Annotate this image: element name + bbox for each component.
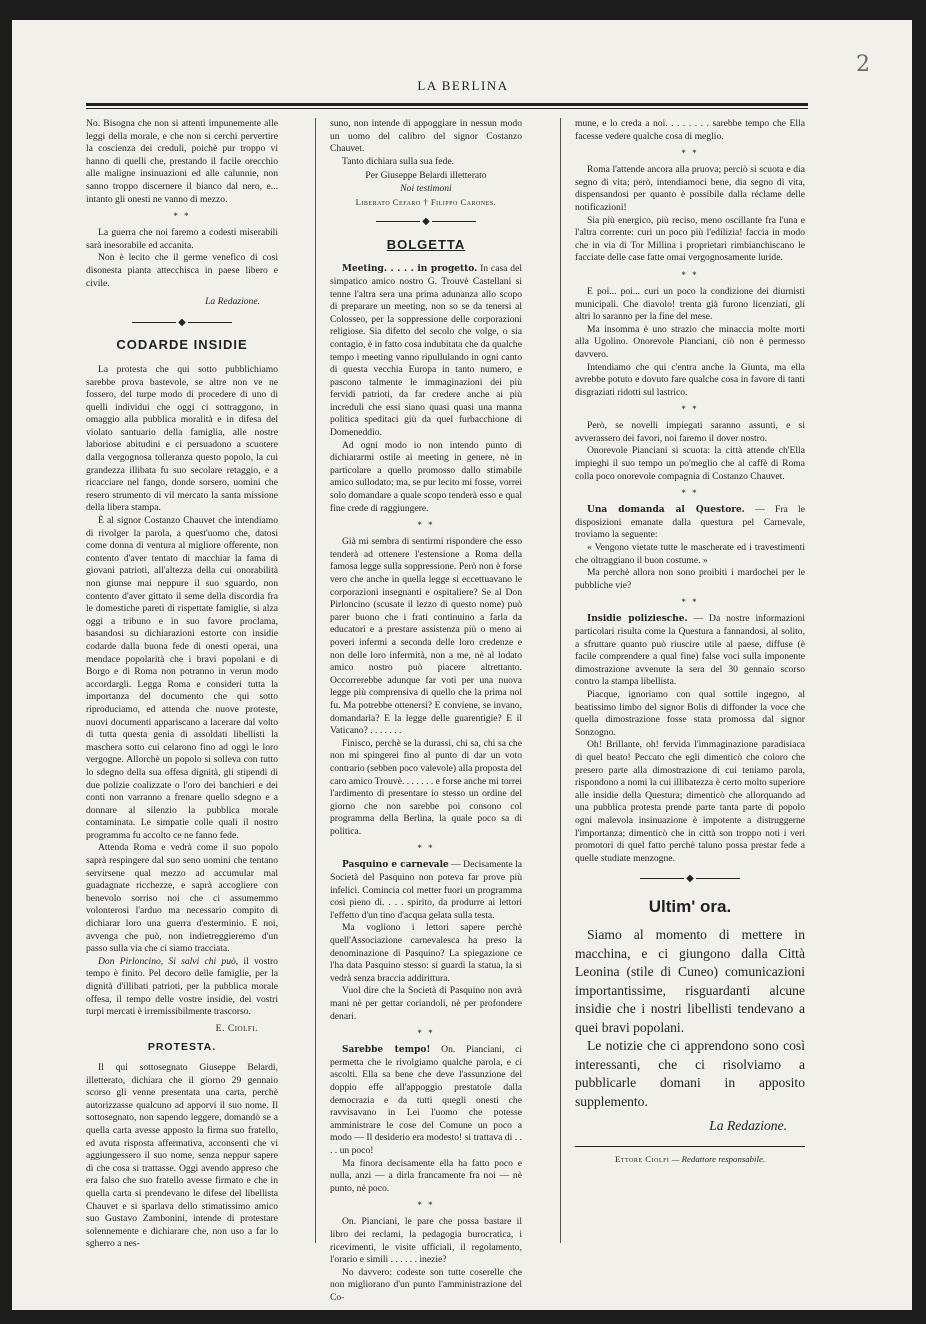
signature	[330, 183, 522, 196]
paragraph: È al signor Costanzo Chauvet che intendiamo di rivolger la parola, a quest'uomo che, datosi come donna di ventura al migliore offerente, non contento d'aver tentato di macchiar la fama di giovani patrioti, all'altezza della cui onorabilità non giunse mai neppure il suo sguardo, non contento d'aver gittato il seme della discordia fra le domestiche pareti di rispettate famiglie, si alza oggi a tribuno e in suo favore proclama, basandosi su dichiarazioni estorte con insidie codarde dalla buona fede di onesti operai, una mendace popolarità che i bravi popolani e di Borgo e di Roma non potranno in verun modo accordargli. Legga Roma e consideri tutta la importanza del documento che qui sotto riproduciamo, ed attenda che nuove proteste, nuovi documenti appariscano a lacerare dal volto di tutta questa genia di assoldati libellisti la maschera sotto cui celarono fino ad oggi le loro vergogne. Allorchè un popolo si solleva con tutto lo sdegno della sua offesa dignità, gli stipendi di due polizie coalizzate o l'oro dei banchieri e dei conti non varranno a frenare quello sdegno e a donnare al silenzio la pubblica morale contaminata. Le simpatie colle quali il nostro programma fu accolto ce ne fanno fede.	[86, 515, 278, 841]
paragraph: Roma l'attende ancora alla pruova; perciò si scuota e dia segno di vita; però, intendiamoci bene, dia segno di vita, dispensandosi per quanto è possibile dalla réclame delle notificazioni!	[575, 164, 805, 213]
asterism: * *	[417, 1200, 435, 1211]
article-title: PROTESTA.	[147, 1041, 217, 1054]
paragraph: Già mi sembra di sentirmi rispondere che esso tenderà ad ottenere l'estensione a Roma della famosa legge sulla soppressione. Però non è forse vero che anche in quella legge si eccettuavano le corporazioni insegnanti e ospitaliere? Se al Don Pirloncino (scusate il lezzo di questo nome) può parer buono che i frati continuino a farla da educatori e a prestare assistenza più o meno ai poveri infermi a seconda delle loro credenze e non delle loro infermità, non a me, nè al lodato amico nostro può piacere altrettanto. Occorrerebbe adunque far voti per una nuova legge più comprensiva di quello che la prima nol fu. Ma potrebbe ottenersi? E conviene, se invano, domandarla? E la legge delle guarentigie? E il Vaticano? . . . . . . .	[330, 536, 522, 737]
editor-role: — Redattore responsabile.	[669, 1153, 766, 1164]
column-3	[575, 118, 805, 1165]
asterism: * *	[681, 488, 699, 499]
asterism: * *	[681, 269, 699, 280]
italic-text: Noi testimoni	[400, 182, 452, 194]
paragraph	[330, 859, 522, 922]
paragraph	[575, 613, 805, 689]
asterism: * *	[417, 843, 435, 854]
column-1	[86, 118, 278, 1251]
column-divider	[315, 118, 316, 1243]
paragraph: mune, e lo creda a noi. . . . . . . . sarebbe tempo che Ella facesse vedere qualche cosa di meglio.	[575, 118, 805, 142]
paragraph: Le notizie che ci apprendono sono così interessanti, che ci risolviamo a pubblicarle domani in apposito supplemento.	[575, 1038, 805, 1109]
paragraph: Oh! Brillante, oh! fervida l'immaginazione paradisiaca di quel beato! Peccato che egli dimenticò che coloro che presero parte alla dimostrazione di cui teniamo parola, rispondono a nomi la cui illibatezza è certo molto superiore alle insidie della Questura; dimenticò che allorquando ad una pubblica protesta prende parte tanta parte di popolo ogni malevola insinuazione è impotente a distruggerne l'importanza; dimenticò che in città son troppo noti i veri promotori di quel fatto perchè taluno possa prestar fede a quelle studiate menzogne.	[575, 739, 805, 864]
section-title: BOLGETTA	[386, 236, 466, 252]
paragraph: Intendiamo che qui c'entra anche la Giunta, ma ella avrebbe potuto e dovuto fare qualche cosa in favore di tanti disgraziati ridotti sul lastrico.	[575, 361, 805, 398]
paragraph: Ma vogliono i lettori sapere perchè quell'Associazione carnevalesca ha preso la denominazione di Pasquino? La spiegazione ce l'ha data Pasquino stesso: si guardi la statua, la si vedrà senza braccia addirittura.	[330, 922, 522, 984]
item-heading: Pasquino e carnevale	[342, 860, 449, 871]
column-2	[330, 118, 522, 1304]
paragraph: Ma insomma è uno strazio che minaccia molte morti alla Ugolino. Onorevole Pianciani, ciò non è permesso davvero.	[575, 323, 805, 360]
article-title: CODARDE INSIDIE	[116, 337, 248, 353]
paragraph: « Vengono vietate tutte le mascherate ed i travestimenti che oltraggiano il buon costume. »	[575, 542, 805, 566]
text: On. Pianciani, ci permetta che le rivolgiamo qualche parola, e ci ascolti. Ella sa bene che deve l'assunzione del doppio effe all'appoggio prestatole dalla democrazia e da tutti quegli onesti che ravvisavano in Lei l'uomo che potesse amministrare le cose del Comune un poco a modo — Il desiderio era modesto! si trattava di . . . . un poco!	[330, 1044, 522, 1156]
masthead-rule-thin	[86, 108, 808, 109]
italic-text: Don Pirloncino, Si salvi chi può,	[98, 955, 239, 967]
paragraph: Però, se novelli impiegati saranno assunti, e si avverassero dei favori, noi faremo il dover nostro.	[575, 420, 805, 444]
signature: Liberato Cefaro † Filippo Carones.	[355, 196, 497, 207]
ornament-divider: ◆	[330, 216, 522, 229]
signature: La Redazione.	[205, 296, 260, 308]
paragraph: suno, non intende di appoggiare in nessun modo un uomo del calibro del signor Costanzo Chauvet.	[330, 118, 522, 155]
paragraph: No davvero: codeste son tutte coserelle che non migliorano d'un punto l'amministrazione del Co-	[330, 1266, 522, 1303]
paragraph: On. Pianciani, le pare che possa bastare il libro dei reclami, la pedagogia burocratica, i ricevimenti, le visite ufficiali, il regolamento, l'orario e simili . . . . . . inezie?	[330, 1216, 522, 1266]
section-title: Ultim' ora.	[648, 896, 732, 916]
asterism: * *	[417, 520, 435, 531]
paragraph: Ad ogni modo io non intendo punto di dichiararmi ostile ai meeting in genere, nè in particolare a quello promosso dallo stimabile amico sullodato; ma, se pur lecito mi fosse, vorrei solo domandare a quale scopo tenderà esso e qual fine crede di raggiungere.	[330, 439, 522, 514]
item-heading: Insidie poliziesche.	[587, 614, 688, 625]
asterism: * *	[173, 211, 191, 222]
asterism: * *	[681, 148, 699, 159]
paragraph: No. Bisogna che non si attenti impunemente alle leggi della morale, e che non si cerchi pervertire la coscienza dei creduli, poichè pur troppo vi hanno di quelli che, prestando il facile orecchio alle maligne insinuazioni ed alle calunnie, non sanno troppo discernere il bianco dal nero, e... intanto gli onesti ne vanno di mezzo.	[86, 118, 278, 205]
paragraph: Non è lecito che il germe venefico di così disonesta pianta attecchisca in paese libero e civile.	[86, 252, 278, 289]
paragraph: Finisco, perchè se la durassi, chi sa, chi sa che non mi spingerei fino al punto di dar un voto contrario (sebben poco valevole) alla proposta del caro amico Trouvè. . . . . . . e forse anche mi torrei l'ardimento di presentare io stesso un ordine del giorno che non sarebbe poi consono col programma della Berlina, la quale poco sa di politica.	[330, 737, 522, 837]
paragraph: Vuol dire che la Società di Pasquino non avrà mani nè per gettar coriandoli, nè per profondere denari.	[330, 985, 522, 1022]
asterism: * *	[417, 1028, 435, 1039]
ornament-divider: ◆	[86, 317, 278, 330]
signature: E. Ciolfi.	[215, 1022, 258, 1034]
paragraph	[86, 956, 278, 1019]
item-heading: Sarebbe tempo!	[342, 1045, 431, 1056]
paragraph: Attenda Roma e vedrà come il suo popolo saprà respingere dal suo seno uomini che tentano servirsene qual mezzo ad accumular mal guadagnate ricchezze, e saprà accogliere con benevolo sorriso noi che ci assumemmo volonterosi l'arduo ma necessario compito di dichiarar loro una guerra d'esterminio. E noi, avvenga che può, non indietreggieremo d'un passo sulla via che ci siamo tracciata.	[86, 842, 278, 955]
paragraph: La guerra che noi faremo a codesti miserabili sarà inesorabile ed accanita.	[86, 227, 278, 251]
paragraph: Ma perchè allora non sono proibiti i mardochei per le pubbliche vie?	[575, 567, 805, 591]
text: — Fra le disposizioni emanate dalla questura pel Carnevale, troviamo la seguente:	[575, 504, 805, 541]
editor-name: Ettore Ciolfi	[614, 1153, 670, 1164]
masthead-title: LA BERLINA	[417, 78, 509, 93]
paragraph: Onorevole Pianciani si scuota: la città attende ch'Ella impieghi il suo tempo un po'meglio che al caffè di Roma colla poco onorevole compagnia di Costanzo Chauvet.	[575, 445, 805, 482]
text: — Da nostre informazioni particolari risulta come la Questura a fannandosi, al solito, a sfruttare quanto può riuscire utile al paese, diffuse (è facile comprendere a qual fine) false voci sulla imponente dimostrazione avvenute la sera del 30 gennaio scorso contro la stampa libellista.	[575, 613, 806, 688]
asterism: * *	[681, 404, 699, 415]
paragraph: Ma finora decisamente ella ha fatto poco e nulla, anzi — a dirla francamente fra noi — nè punto, nè poco.	[330, 1157, 522, 1194]
paragraph: Piacque, ignoriamo con qual sottile ingegno, al beatissimo limbo del signor Bolis di diffonder la voce che quella dimostrazione fosse stata promossa dal signor Sonzogno.	[575, 688, 805, 738]
paragraph: E poi... poi... curi un poco la condizione dei diurnisti municipali. Che diavolo! trenta già furono licenziati, gli altri lo saranno per la fine del mese.	[575, 285, 805, 323]
text: — Decisamente la Società del Pasquino non poteva far prove più infelici. Comincia col metter fuori un programma così pieno di. . . . spirito, da produrre ai lettori l'effetto d'un tino d'acqua gelata sulla testa.	[330, 859, 523, 921]
ornament-divider: ◆	[575, 873, 805, 886]
ultim-ora-section	[575, 898, 805, 1136]
paragraph: Sia più energico, più reciso, meno oscillante fra l'una e l'altra corrente: curi un poco più l'edilizia! faccia in modo che in via di Tor Millina i proprietari rimbianchiscano le facciate delle case fatte omai vergognosamente luride.	[575, 214, 805, 264]
text: il vostro tempo è finito. Pel decoro delle famiglie, per la dignità d'illibati patrioti, per la pubblica morale offesa, il tempo delle vostre insidie, dei vostri turpi mercati è irremissibilmente trascorso.	[86, 955, 278, 1018]
paragraph: Siamo al momento di mettere in macchina, e ci giungono dalla Città Leonina (stile di Cuneo) comunicazioni importantissime, risguardanti alcune insidie che i nostri libellisti tendevano a quei bravi popolani.	[575, 927, 805, 1035]
paragraph	[330, 1044, 522, 1157]
column-divider	[560, 118, 561, 1243]
signature: Per Giuseppe Belardi illetterato	[365, 170, 487, 182]
item-heading: Una domanda al Questore.	[587, 505, 745, 516]
masthead-rule	[86, 103, 808, 106]
signature: La Redazione.	[709, 1118, 787, 1134]
asterism: * *	[681, 597, 699, 608]
page-number: 2	[856, 52, 870, 77]
text: In casa del simpatico amico nostro G. Trouvè Castellani si tenne l'altra sera una prima adunanza allo scopo di preparare un meeting, non so se da tenersi al Colosseo, per la soppressione delle corporazioni religiose. Sia difetto del secolo che volge, o sia contagio, è in fatto cosa indubitata che da qualche tempo i meeting vanno ripullulando in ogni canto di questa vecchia Europa in tanto numero, e pascono talmente le immaginazioni dei più fervidi patrioti, da far credere anche ai più increduli che essi siano quasi quasi una manna politica speditaci giù da quel furbacchione di Domeneddio.	[330, 263, 523, 439]
paragraph: Tanto dichiara sulla sua fede.	[342, 155, 455, 167]
paragraph: Il qui sottosegnato Giuseppe Belardi, illetterato, dichiara che il giorno 29 gennaio scorso gli venne presentata una carta, perchè autorizzasse qualcuno ad apporvi il suo nome. Il sottosegnato, non sapendo leggere, domandò se a quella carta avesse apposto la firma suo fratello, ed avuta risposta affermativa, acconsentì che vi aggiungessero il suo nome, senza neppur sapere di che cosa si trattasse. Oggi avendo appreso che era falso che suo fratello avesse firmato e che in quella carta si prendevano le difese del libellista Chauvet e si sparlava dello stimatissimo amico suo Gustavo Zambonini, intende di protestare solennemente e dichiarare che, non uso a far lo sgherro a nes-	[86, 1061, 278, 1250]
paragraph	[330, 263, 522, 439]
paragraph	[575, 504, 805, 542]
footer-credit	[575, 1146, 805, 1166]
item-heading: Meeting. . . . . in progetto.	[342, 264, 478, 275]
paragraph: La protesta che qui sotto pubblichiamo sarebbe prova bastevole, se altre non ve ne fossero, del turpe modo di procedere di uno di quelli individui che oggi ci sottraggono, in omaggio alla pubblica moralità e in difesa del violato santuario della famiglia, alle nostre laboriose abitudini e ci persuadono a scuotere dalla vergognosa tolleranza questo popolo, la cui grandezza illibata fu suo secolare retaggio, e a ricacciare nel fango, donde sorsero, uomini che resero strumento di vil mercato la santa missione della libera stampa.	[86, 363, 278, 514]
